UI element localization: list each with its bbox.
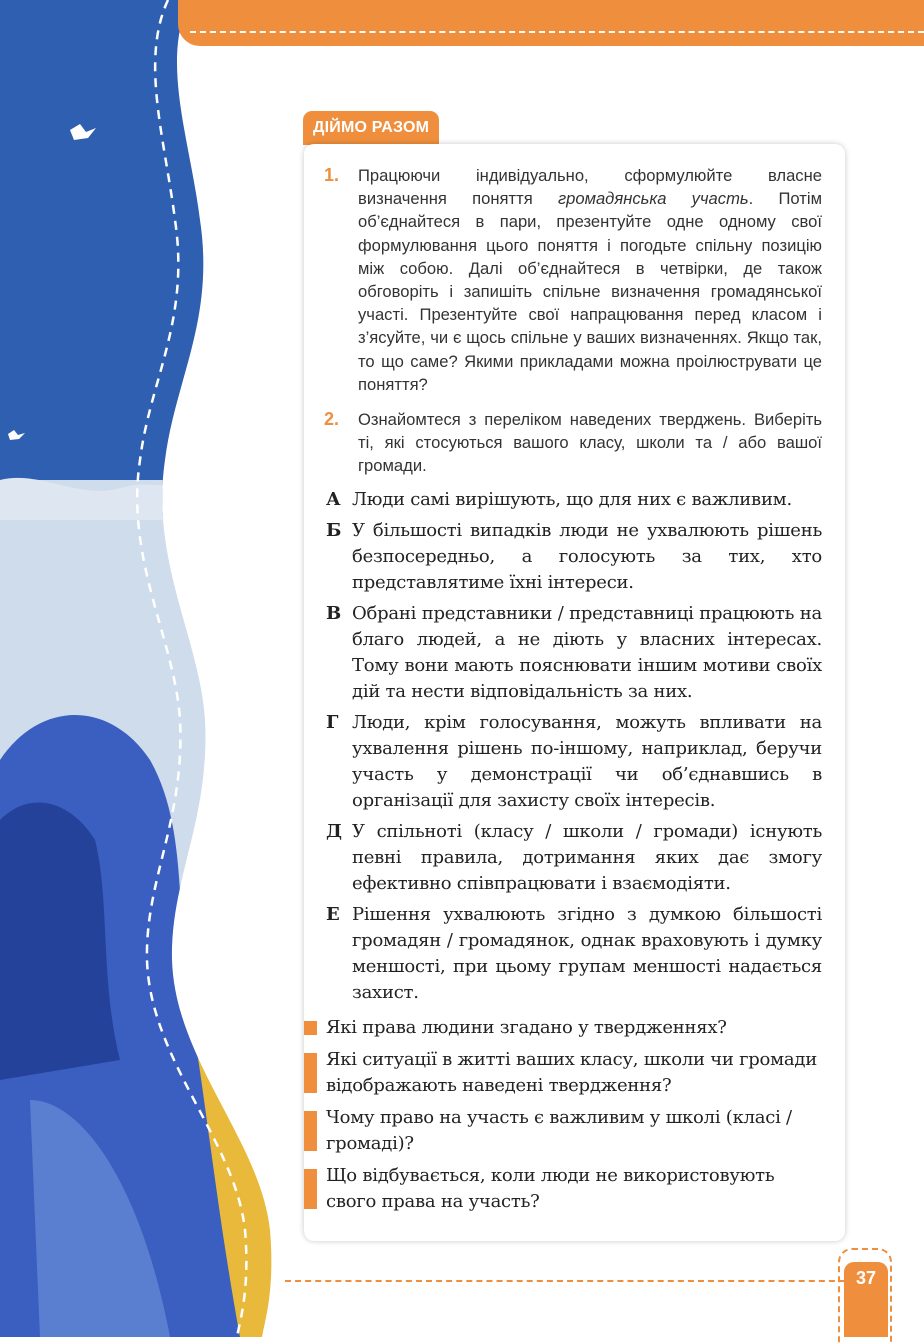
statement-e — [326, 902, 822, 1006]
task-number: 2. — [324, 409, 340, 430]
question-text: Чому право на участь є важливим у школі (класі / громаді)? — [326, 1107, 792, 1154]
question-item — [304, 1105, 822, 1157]
task-list — [322, 164, 822, 490]
question-marker — [304, 1053, 317, 1093]
task-number: 1. — [324, 165, 340, 185]
statement-text: У спільноті (класу / школи / громади) існують певні правила, дотримання яких дає змогу ефективно співпрацювати і взаємодіяти. — [352, 821, 822, 894]
task-2 — [322, 408, 822, 478]
statement-d — [326, 819, 822, 897]
page-number: 37 — [855, 1268, 877, 1288]
statement-text: Обрані представники / представниці працюють на благо людей, а не діють у власних інтересах. Тому вони мають пояснювати іншим мотиви своїх дій та нести відповідальність за них. — [352, 603, 822, 702]
section-tag: ДІЙМО РАЗОМ — [303, 111, 439, 145]
question-text: Що відбувається, коли люди не використовують свого права на участь? — [326, 1165, 775, 1212]
statement-b — [326, 518, 822, 596]
statement-letter: Д — [326, 821, 342, 842]
statement-letter: Г — [326, 712, 339, 733]
question-text: Які права людини згадано у твердженнях? — [326, 1017, 727, 1038]
statement-letter: Е — [326, 904, 340, 925]
statement-text: Люди, крім голосування, можуть впливати на ухвалення рішень по-іншому, наприклад, беручи участь у демонстрації чи об’єднавшись в організації для захисту своїх інтересів. — [352, 712, 822, 811]
question-item — [304, 1015, 822, 1041]
question-list — [304, 1015, 822, 1221]
task-emphasis: громадянська участь — [557, 189, 749, 209]
statement-h — [326, 710, 822, 814]
question-marker — [304, 1111, 317, 1151]
statement-text: У більшості випадків люди не ухвалюють рішень безпосередньо, а голосують за тих, хто представлятиме їхні інтереси. — [352, 520, 822, 593]
task-text: Ознайомтеся з переліком наведених тверджень. Виберіть ті, які стосуються вашого класу, школи та / або вашої громади. — [358, 410, 822, 476]
question-marker — [304, 1169, 317, 1209]
task-1 — [322, 164, 822, 396]
statement-text: Люди самі вирішують, що для них є важливим. — [352, 489, 792, 510]
question-item — [304, 1163, 822, 1215]
header-dashed-line — [190, 31, 924, 33]
statement-letter: В — [326, 603, 341, 624]
footer-dashed-line — [285, 1280, 845, 1282]
statement-list — [326, 487, 822, 1011]
question-item — [304, 1047, 822, 1099]
task-text-start: Працюючи індивідуально, сформулюйте власне визначення поняття — [358, 166, 822, 209]
decorative-illustration — [0, 0, 300, 1337]
statement-v — [326, 601, 822, 705]
statement-text: Рішення ухвалюють згідно з думкою більшості громадян / громадянок, однак враховують і думку меншості, при цьому групам меншості надається захист. — [352, 904, 822, 1003]
question-text: Які ситуації в житті ваших класу, школи чи громади відображають наведені твердження? — [326, 1049, 817, 1096]
task-text-end: . Потім об’єднайтеся в пари, презентуйте одне одному свої формулювання цього поняття і погодьте спільну позицію між собою. Далі об’єднайтеся в четвірки, де також обговоріть і запишіть спільне визначення громадянської участі. Презентуйте свої напрацювання перед класом і з’ясуйте, чи є щось спільне у ваших визначеннях. Якщо так, то що саме? Якими прикладами можна проілюструвати це поняття? — [358, 189, 822, 394]
statement-letter: А — [326, 489, 341, 510]
statement-a — [326, 487, 822, 513]
header-band — [178, 0, 924, 46]
statement-letter: Б — [326, 520, 342, 541]
question-marker — [304, 1021, 317, 1035]
